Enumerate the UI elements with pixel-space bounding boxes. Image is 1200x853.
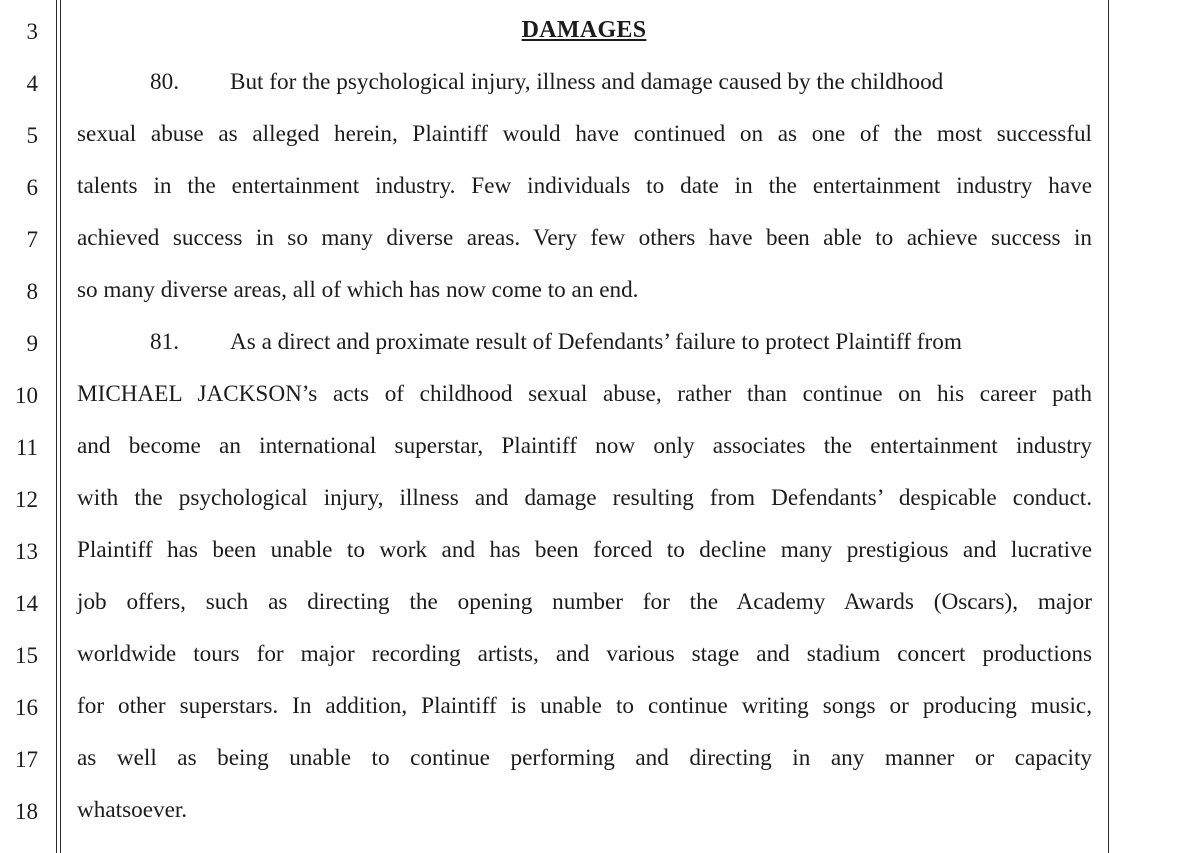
paragraph-number: 81.: [150, 329, 179, 355]
paragraph-line: Plaintiff has been unable to work and has been forced to decline many prestigious and lucrative: [77, 537, 1092, 563]
paragraph-number: 80.: [150, 69, 179, 95]
paragraph-line: talents in the entertainment industry. Few individuals to date in the entertainment industry have: [77, 173, 1092, 199]
paragraph-line: for other superstars. In addition, Plaintiff is unable to continue writing songs or producing music,: [77, 693, 1092, 719]
paragraph-line: so many diverse areas, all of which has now come to an end.: [77, 277, 639, 303]
line-number: 4: [26, 71, 38, 96]
paragraph-line: achieved success in so many diverse areas. Very few others have been able to achieve success in: [77, 225, 1092, 251]
line-number: 13: [15, 539, 38, 564]
paragraph-line-text: As a direct and proximate result of Defendants’ failure to protect Plaintiff from: [230, 329, 962, 355]
paragraph-line: and become an international superstar, Plaintiff now only associates the entertainment industry: [77, 433, 1092, 459]
left-margin-rule-outer: [56, 0, 57, 853]
paragraph-first-line: [150, 328, 1092, 356]
line-number: 15: [15, 643, 38, 668]
line-number: 3: [26, 19, 38, 44]
paragraph-line: MICHAEL JACKSON’s acts of childhood sexual abuse, rather than continue on his career path: [77, 381, 1092, 407]
section-heading: DAMAGES: [521, 17, 647, 43]
paragraph-line-text: But for the psychological injury, illness and damage caused by the childhood: [230, 69, 944, 95]
line-number: 17: [15, 747, 38, 772]
paragraph-line: as well as being unable to continue performing and directing in any manner or capacity: [77, 745, 1092, 771]
line-number: 5: [26, 123, 38, 148]
line-number: 7: [26, 227, 38, 252]
paragraph-line: worldwide tours for major recording artists, and various stage and stadium concert productions: [77, 641, 1092, 667]
paragraph-line: sexual abuse as alleged herein, Plaintiff would have continued on as one of the most successful: [77, 121, 1092, 147]
right-margin-rule: [1108, 0, 1109, 853]
paragraph-line: job offers, such as directing the opening number for the Academy Awards (Oscars), major: [77, 589, 1092, 615]
line-number: 18: [15, 799, 38, 824]
line-number: 16: [15, 695, 38, 720]
paragraph-first-line: [150, 68, 1092, 96]
paragraph-line: whatsoever.: [77, 797, 188, 823]
line-number: 9: [26, 331, 38, 356]
line-number: 11: [15, 435, 38, 460]
line-number: 10: [15, 383, 38, 408]
paragraph-line: with the psychological injury, illness and damage resulting from Defendants’ despicable conduct.: [77, 485, 1092, 511]
left-margin-rule-inner: [60, 0, 61, 853]
line-number: 8: [26, 279, 38, 304]
line-number: 14: [15, 591, 38, 616]
line-number: 6: [26, 175, 38, 200]
line-number: 12: [15, 487, 38, 512]
